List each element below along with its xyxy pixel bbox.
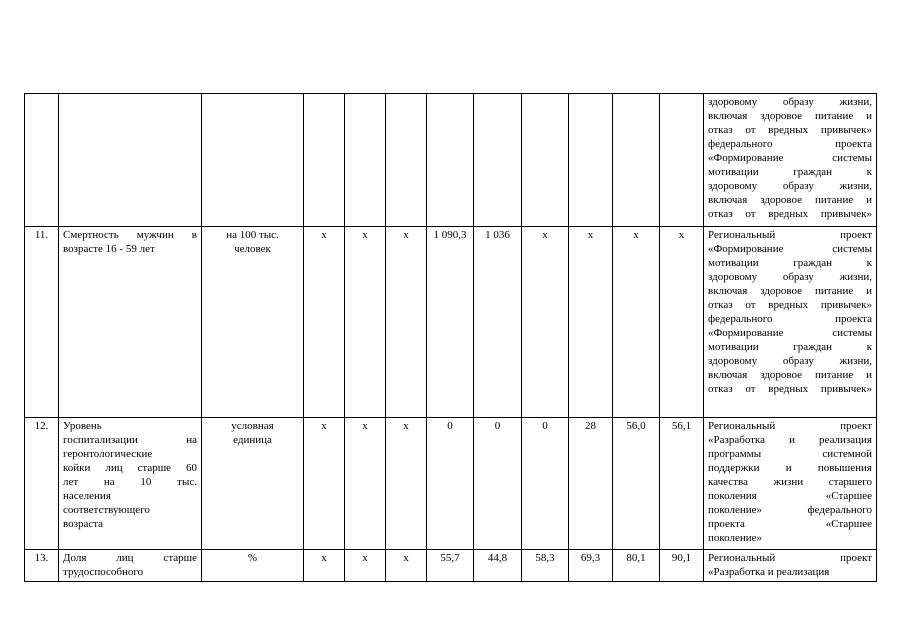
value-cell: 69,3 [569, 550, 613, 582]
value-cell [386, 94, 427, 227]
value-cell: 44,8 [474, 550, 522, 582]
text-line: отказ от вредных привычек» [708, 208, 872, 220]
project-note [704, 227, 877, 418]
table-row [25, 418, 877, 550]
project-note [704, 418, 877, 550]
text-line: федерального проекта [708, 138, 872, 150]
project-note [704, 550, 877, 582]
row-number: 12. [25, 418, 59, 550]
value-cell: х [569, 227, 613, 418]
value-cell: 56,0 [613, 418, 660, 550]
value-cell [474, 94, 522, 227]
value-cell: х [660, 227, 704, 418]
value-cell: х [345, 550, 386, 582]
indicators-table [24, 93, 877, 582]
value-cell [345, 94, 386, 227]
value-cell [304, 94, 345, 227]
value-cell: х [345, 418, 386, 550]
value-cell: х [345, 227, 386, 418]
value-cell: 1 036 [474, 227, 522, 418]
project-note [704, 94, 877, 227]
value-cell: х [386, 227, 427, 418]
value-cell: х [304, 227, 345, 418]
value-cell: 1 090,3 [427, 227, 474, 418]
table-row [25, 550, 877, 582]
value-cell: 28 [569, 418, 613, 550]
text-line: отказ от вредных привычек» [708, 124, 872, 136]
value-cell [569, 94, 613, 227]
text-line: Уровень [63, 420, 102, 432]
value-cell: 0 [427, 418, 474, 550]
row-number [25, 94, 59, 227]
text-line: госпитализации на [63, 434, 197, 446]
text-line: возрасте 16 - 59 лет [63, 243, 155, 255]
value-cell: 56,1 [660, 418, 704, 550]
value-cell: 58,3 [522, 550, 569, 582]
text-line: поколения «Старшее [708, 490, 872, 502]
text-line: качества жизни старшего [708, 476, 872, 488]
unit-line: на 100 тыс. [226, 229, 279, 241]
value-cell [660, 94, 704, 227]
value-cell: 0 [522, 418, 569, 550]
value-cell: х [613, 227, 660, 418]
text-line: трудоспособного [63, 566, 144, 578]
value-cell [522, 94, 569, 227]
text-line: отказ от вредных привычек» [708, 299, 872, 311]
value-cell: 55,7 [427, 550, 474, 582]
text-line: соответствующего [63, 504, 150, 516]
text-line: Региональный проект [708, 420, 872, 432]
text-line: «Формирование системы [708, 327, 872, 339]
unit-line: условная [231, 420, 274, 432]
value-cell: 0 [474, 418, 522, 550]
text-line: мотивации граждан к [708, 341, 872, 353]
value-cell: х [522, 227, 569, 418]
indicator-name [59, 94, 202, 227]
text-line: включая здоровое питание и [708, 110, 872, 122]
text-line: федерального проекта [708, 313, 872, 325]
text-line: поддержки и повышения [708, 462, 872, 474]
value-cell [613, 94, 660, 227]
unit-line: % [247, 552, 258, 564]
text-line: «Разработка и реализация [708, 566, 830, 578]
value-cell: х [386, 418, 427, 550]
text-line: Доля лиц старше [63, 552, 197, 564]
text-line: поколение» федерального [708, 504, 872, 516]
text-line: «Формирование системы [708, 152, 872, 164]
indicator-name [59, 550, 202, 582]
value-cell: х [386, 550, 427, 582]
indicator-name [59, 418, 202, 550]
text-line: населения [63, 490, 111, 502]
text-line: здоровому образу жизни, [708, 96, 872, 108]
text-line: мотивации граждан к [708, 166, 872, 178]
unit-of-measure [202, 227, 304, 418]
value-cell [427, 94, 474, 227]
value-cell: 80,1 [613, 550, 660, 582]
table-row [25, 94, 877, 227]
row-number: 11. [25, 227, 59, 418]
text-line: включая здоровое питание и [708, 194, 872, 206]
text-line: Региональный проект [708, 552, 872, 564]
text-line: геронтологические [63, 448, 153, 460]
text-line: включая здоровое питание и [708, 285, 872, 297]
value-cell: х [304, 418, 345, 550]
unit-of-measure [202, 94, 304, 227]
table-row [25, 227, 877, 418]
text-line: койки лиц старше 60 [63, 462, 197, 474]
unit-line: человек [234, 243, 271, 255]
text-line: включая здоровое питание и [708, 369, 872, 381]
text-line: здоровому образу жизни, [708, 180, 872, 192]
text-line: Региональный проект [708, 229, 872, 241]
indicator-name [59, 227, 202, 418]
row-number: 13. [25, 550, 59, 582]
text-line: здоровому образу жизни, [708, 271, 872, 283]
unit-of-measure [202, 418, 304, 550]
unit-line: единица [233, 434, 272, 446]
text-line: отказ от вредных привычек» [708, 383, 872, 395]
text-line: Смертность мужчин в [63, 229, 197, 241]
text-line: проекта «Старшее [708, 518, 872, 530]
text-line: мотивации граждан к [708, 257, 872, 269]
value-cell: 90,1 [660, 550, 704, 582]
unit-of-measure [202, 550, 304, 582]
text-line: лет на 10 тыс. [63, 476, 197, 488]
value-cell: х [304, 550, 345, 582]
text-line: «Разработка и реализация [708, 434, 872, 446]
text-line: поколение» [708, 532, 763, 544]
text-line: здоровому образу жизни, [708, 355, 872, 367]
text-line: программы системной [708, 448, 872, 460]
text-line: «Формирование системы [708, 243, 872, 255]
text-line: возраста [63, 518, 104, 530]
